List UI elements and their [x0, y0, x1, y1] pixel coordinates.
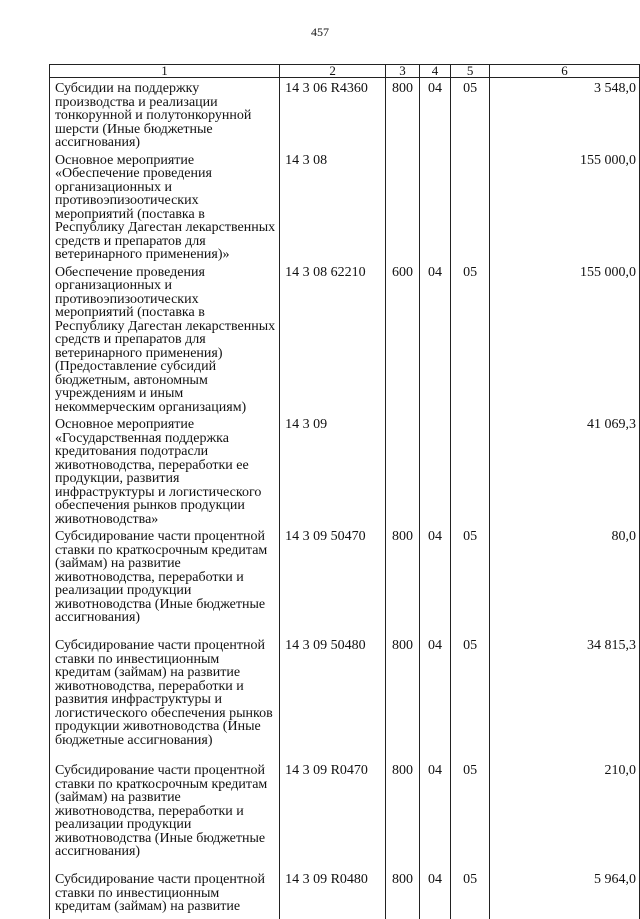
- row-amount: 3 548,0: [490, 78, 640, 150]
- column-header: 3: [386, 65, 420, 78]
- row-col5: 05: [451, 526, 490, 635]
- row-code: 14 3 09 R0480: [280, 869, 386, 919]
- row-col3: 800: [386, 760, 420, 869]
- row-code: 14 3 09 R0470: [280, 760, 386, 869]
- row-col4: 04: [419, 635, 450, 760]
- row-name: Основное мероприятие «Обеспечение проведения организационных и противоэпизоотических мероприятий (поставка в Республику Дагестан лекарственных средств и препаратов для ветеринарного применения)»: [50, 150, 280, 262]
- row-col3: 800: [386, 78, 420, 150]
- table-row: [50, 414, 640, 526]
- column-header: 5: [451, 65, 490, 78]
- row-amount: 210,0: [490, 760, 640, 869]
- row-code: 14 3 09: [280, 414, 386, 526]
- table-row: [50, 635, 640, 760]
- table-row: [50, 78, 640, 150]
- row-col4: 04: [419, 78, 450, 150]
- row-code: 14 3 08 62210: [280, 262, 386, 415]
- row-col3: [386, 414, 420, 526]
- row-col5: [451, 150, 490, 262]
- row-col3: 800: [386, 635, 420, 760]
- row-name: Субсидирование части процентной ставки по краткосрочным кредитам (займам) на развитие животноводства, переработки и реализации продукции животноводства (Иные бюджетные ассигнования): [50, 760, 280, 869]
- column-header: 1: [50, 65, 280, 78]
- row-col4: [419, 150, 450, 262]
- row-name: Субсидии на поддержку производства и реализации тонкорунной и полутонкорунной шерсти (Иные бюджетные ассигнования): [50, 78, 280, 150]
- column-header: 2: [280, 65, 386, 78]
- row-code: 14 3 09 50470: [280, 526, 386, 635]
- row-col5: 05: [451, 869, 490, 919]
- row-col5: 05: [451, 635, 490, 760]
- row-col5: 05: [451, 760, 490, 869]
- table-row: [50, 760, 640, 869]
- row-name: Субсидирование части процентной ставки по инвестиционным кредитам (займам) на развитие: [50, 869, 280, 919]
- row-col4: [419, 414, 450, 526]
- row-name: Субсидирование части процентной ставки по инвестиционным кредитам (займам) на развитие животноводства, переработки и развития инфраструктуры и логистического обеспечения рынков продукции животноводства (Иные бюджетные ассигнования): [50, 635, 280, 760]
- row-col5: [451, 414, 490, 526]
- row-col4: 04: [419, 262, 450, 415]
- row-col5: 05: [451, 262, 490, 415]
- row-amount: 41 069,3: [490, 414, 640, 526]
- row-col3: 800: [386, 526, 420, 635]
- row-code: 14 3 06 R4360: [280, 78, 386, 150]
- row-code: 14 3 08: [280, 150, 386, 262]
- row-code: 14 3 09 50480: [280, 635, 386, 760]
- row-col5: 05: [451, 78, 490, 150]
- row-col4: 04: [419, 760, 450, 869]
- row-amount: 155 000,0: [490, 262, 640, 415]
- budget-table: [49, 64, 640, 919]
- row-name: Субсидирование части процентной ставки по краткосрочным кредитам (займам) на развитие животноводства, переработки и реализации продукции животноводства (Иные бюджетные ассигнования): [50, 526, 280, 635]
- row-name: Основное мероприятие «Государственная поддержка кредитования подотрасли животноводства, переработки ее продукции, развития инфраструктуры и логистического обеспечения рынков продукции животноводства»: [50, 414, 280, 526]
- table-header-row: [50, 65, 640, 78]
- row-col3: 800: [386, 869, 420, 919]
- column-header: 6: [490, 65, 640, 78]
- table-row: [50, 526, 640, 635]
- row-name: Обеспечение проведения организационных и противоэпизоотических мероприятий (поставка в Республику Дагестан лекарственных средств и препаратов для ветеринарного применения) (Предоставление субсидий бюджетным, автономным учреждениям и иным некоммерческим организациям): [50, 262, 280, 415]
- row-col3: 600: [386, 262, 420, 415]
- row-amount: 5 964,0: [490, 869, 640, 919]
- row-col4: 04: [419, 869, 450, 919]
- row-amount: 80,0: [490, 526, 640, 635]
- page-number: 457: [311, 25, 329, 39]
- table-row: [50, 262, 640, 415]
- row-amount: 34 815,3: [490, 635, 640, 760]
- table-row: [50, 150, 640, 262]
- row-col4: 04: [419, 526, 450, 635]
- column-header: 4: [419, 65, 450, 78]
- row-amount: 155 000,0: [490, 150, 640, 262]
- row-col3: [386, 150, 420, 262]
- table-row: [50, 869, 640, 919]
